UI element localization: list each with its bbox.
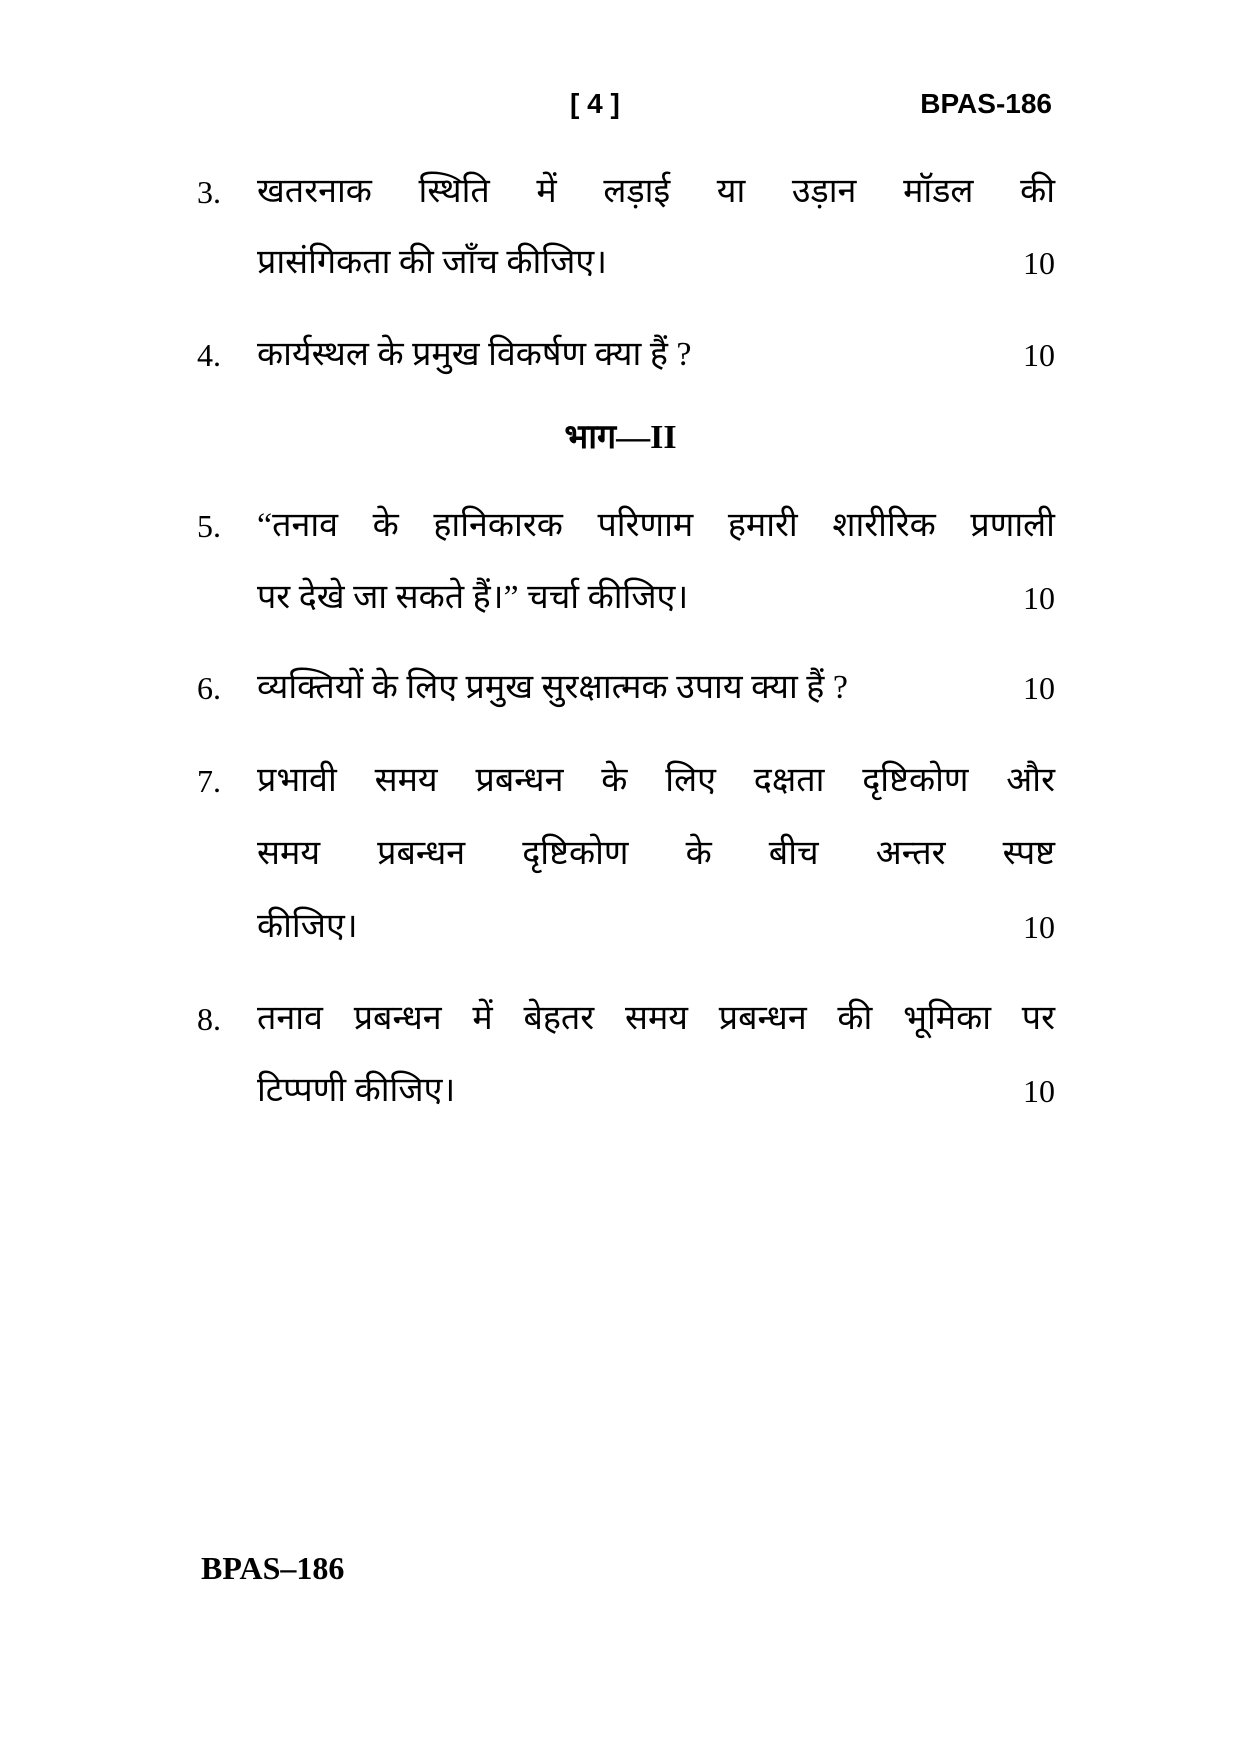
question-text: प्रभावी समय प्रबन्धन के लिए दक्षता दृष्टिकोण और [257, 762, 1055, 799]
marks: 10 [1023, 1073, 1055, 1109]
question-text: टिप्पणी कीजिए। [257, 1072, 456, 1109]
marks: 10 [1023, 580, 1055, 616]
paper-code: BPAS-186 [920, 88, 1052, 119]
page-number: [ 4 ] [570, 88, 620, 119]
question-text: प्रासंगिकता की जाँच कीजिए। [257, 244, 608, 281]
question-text: कीजिए। [257, 908, 358, 945]
question-text: समय प्रबन्धन दृष्टिकोण के बीच अन्तर स्पष्ट [257, 835, 1055, 872]
marks: 10 [1023, 670, 1055, 706]
question-number: 3. [197, 174, 221, 210]
question-text: “तनाव के हानिकारक परिणाम हमारी शारीरिक प्रणाली [257, 507, 1055, 544]
question-text-end [257, 668, 1055, 708]
section-heading: भाग—II [564, 419, 677, 456]
marks: 10 [1023, 909, 1055, 945]
question-number: 5. [197, 508, 221, 544]
question-text: व्यक्तियों के लिए प्रमुख सुरक्षात्मक उपाय क्या हैं ? [257, 669, 848, 706]
question-number: 6. [197, 670, 221, 706]
question-text: तनाव प्रबन्धन में बेहतर समय प्रबन्धन की भूमिका पर [257, 1000, 1055, 1037]
question-text-end [257, 335, 1055, 375]
question-text-end [257, 1071, 1055, 1111]
question-text: पर देखे जा सकते हैं।” चर्चा कीजिए। [257, 579, 689, 616]
marks: 10 [1023, 245, 1055, 281]
marks: 10 [1023, 337, 1055, 373]
question-number: 8. [197, 1001, 221, 1037]
question-text-end [257, 243, 1055, 283]
question-text-end [257, 907, 1055, 947]
question-number: 7. [197, 763, 221, 799]
question-text-end [257, 578, 1055, 618]
question-number: 4. [197, 337, 221, 373]
footer-paper-code: BPAS–186 [201, 1550, 345, 1586]
question-text: कार्यस्थल के प्रमुख विकर्षण क्या हैं ? [257, 336, 692, 373]
question-text: खतरनाक स्थिति में लड़ाई या उड़ान मॉडल की [257, 173, 1055, 210]
